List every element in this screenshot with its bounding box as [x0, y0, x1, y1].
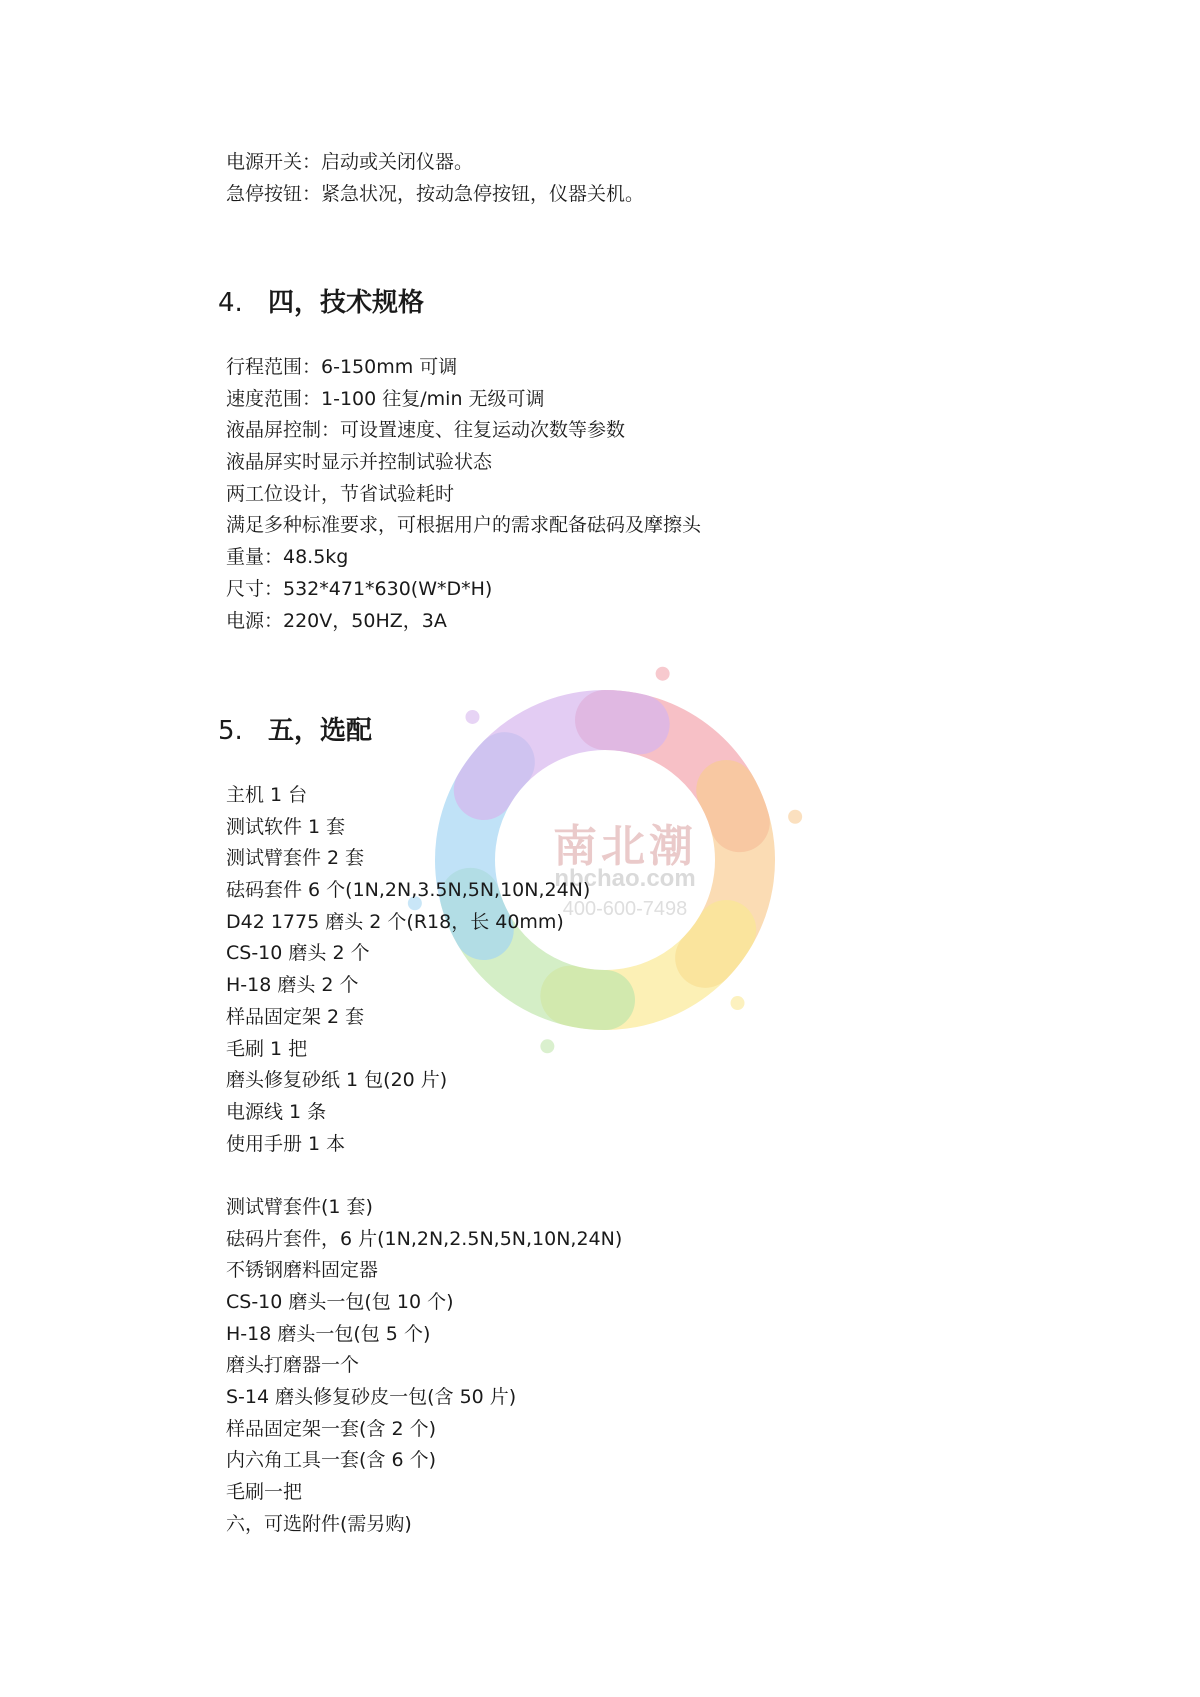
standard-item: 测试软件 1 套	[226, 815, 346, 838]
spec-item: 液晶屏实时显示并控制试验状态	[226, 451, 493, 474]
accessory-item: 磨头打磨器一个	[226, 1354, 360, 1377]
section-4-number: 4.	[218, 288, 243, 318]
watermark-splash-drop	[465, 710, 479, 724]
section-4-spec-list	[226, 352, 701, 637]
watermark-splash-drop	[656, 667, 670, 681]
watermark-ring-segment	[605, 720, 740, 822]
list-spacer	[226, 1160, 622, 1192]
accessory-item: H-18 磨头一包(包 5 个)	[226, 1322, 431, 1345]
accessory-item: CS-10 磨头一包(包 10 个)	[226, 1291, 454, 1313]
accessory-item: S-14 磨头修复砂皮一包(含 50 片)	[226, 1386, 517, 1409]
section-5-title: 五，选配	[268, 716, 373, 746]
spec-item: 电源：220V，50HZ，3A	[226, 609, 447, 632]
standard-item: CS-10 磨头 2 个	[226, 942, 370, 965]
standard-item: 砝码套件 6 个(1N,2N,3.5N,5N,10N,24N)	[226, 879, 591, 902]
spec-item: 速度范围：1-100 往复/min 无级可调	[226, 387, 545, 410]
standard-item: 磨头修复砂纸 1 包(20 片)	[226, 1069, 448, 1092]
accessory-item: 砝码片套件，6 片(1N,2N,2.5N,5N,10N,24N)	[226, 1227, 623, 1250]
standard-item: 主机 1 台	[226, 784, 308, 806]
standard-item: 电源线 1 条	[226, 1100, 327, 1123]
accessory-item: 不锈钢磨料固定器	[226, 1259, 379, 1282]
spec-item: 尺寸：532*471*630(W*D*H)	[226, 577, 493, 600]
standard-item: H-18 磨头 2 个	[226, 974, 359, 997]
section-5-number: 5.	[218, 716, 243, 746]
accessory-item: 内六角工具一套(含 6 个)	[226, 1449, 436, 1472]
watermark-ring-segment	[705, 790, 745, 958]
section-5-heading	[218, 713, 372, 749]
section-4-title: 四，技术规格	[268, 288, 425, 318]
accessory-item: 六，可选附件(需另购)	[226, 1512, 412, 1535]
watermark-phone: 400-600-7498	[562, 898, 688, 920]
spec-item: 满足多种标准要求，可根据用户的需求配备砝码及摩擦头	[226, 514, 702, 537]
intro-block	[226, 147, 644, 210]
spec-item: 行程范围：6-150mm 可调	[226, 356, 458, 378]
intro-line-power-switch: 电源开关：启动或关闭仪器。	[226, 151, 474, 173]
section-5-option-list	[226, 780, 622, 1541]
standard-item: 使用手册 1 本	[226, 1132, 346, 1155]
watermark-site: nbchao.com	[554, 865, 696, 892]
accessory-item: 毛刷一把	[226, 1481, 303, 1504]
accessory-item: 样品固定架一套(含 2 个)	[226, 1417, 436, 1440]
spec-item: 两工位设计，节省试验耗时	[226, 482, 455, 505]
spec-item: 液晶屏控制：可设置速度、往复运动次数等参数	[226, 419, 626, 442]
standard-item: 测试臂套件 2 套	[226, 847, 365, 870]
watermark-brand: 南北潮	[553, 822, 697, 871]
standard-item: D42 1775 磨头 2 个(R18，长 40mm)	[226, 910, 564, 933]
intro-line-emergency-stop: 急停按钮：紧急状况，按动急停按钮，仪器关机。	[226, 182, 645, 205]
accessory-item: 测试臂套件(1 套)	[226, 1195, 373, 1218]
section-4-heading	[218, 285, 424, 321]
standard-item: 毛刷 1 把	[226, 1037, 308, 1060]
watermark-splash-drop	[788, 810, 802, 824]
standard-item: 样品固定架 2 套	[226, 1005, 365, 1028]
watermark-splash-drop	[731, 996, 745, 1010]
spec-item: 重量：48.5kg	[226, 546, 349, 569]
